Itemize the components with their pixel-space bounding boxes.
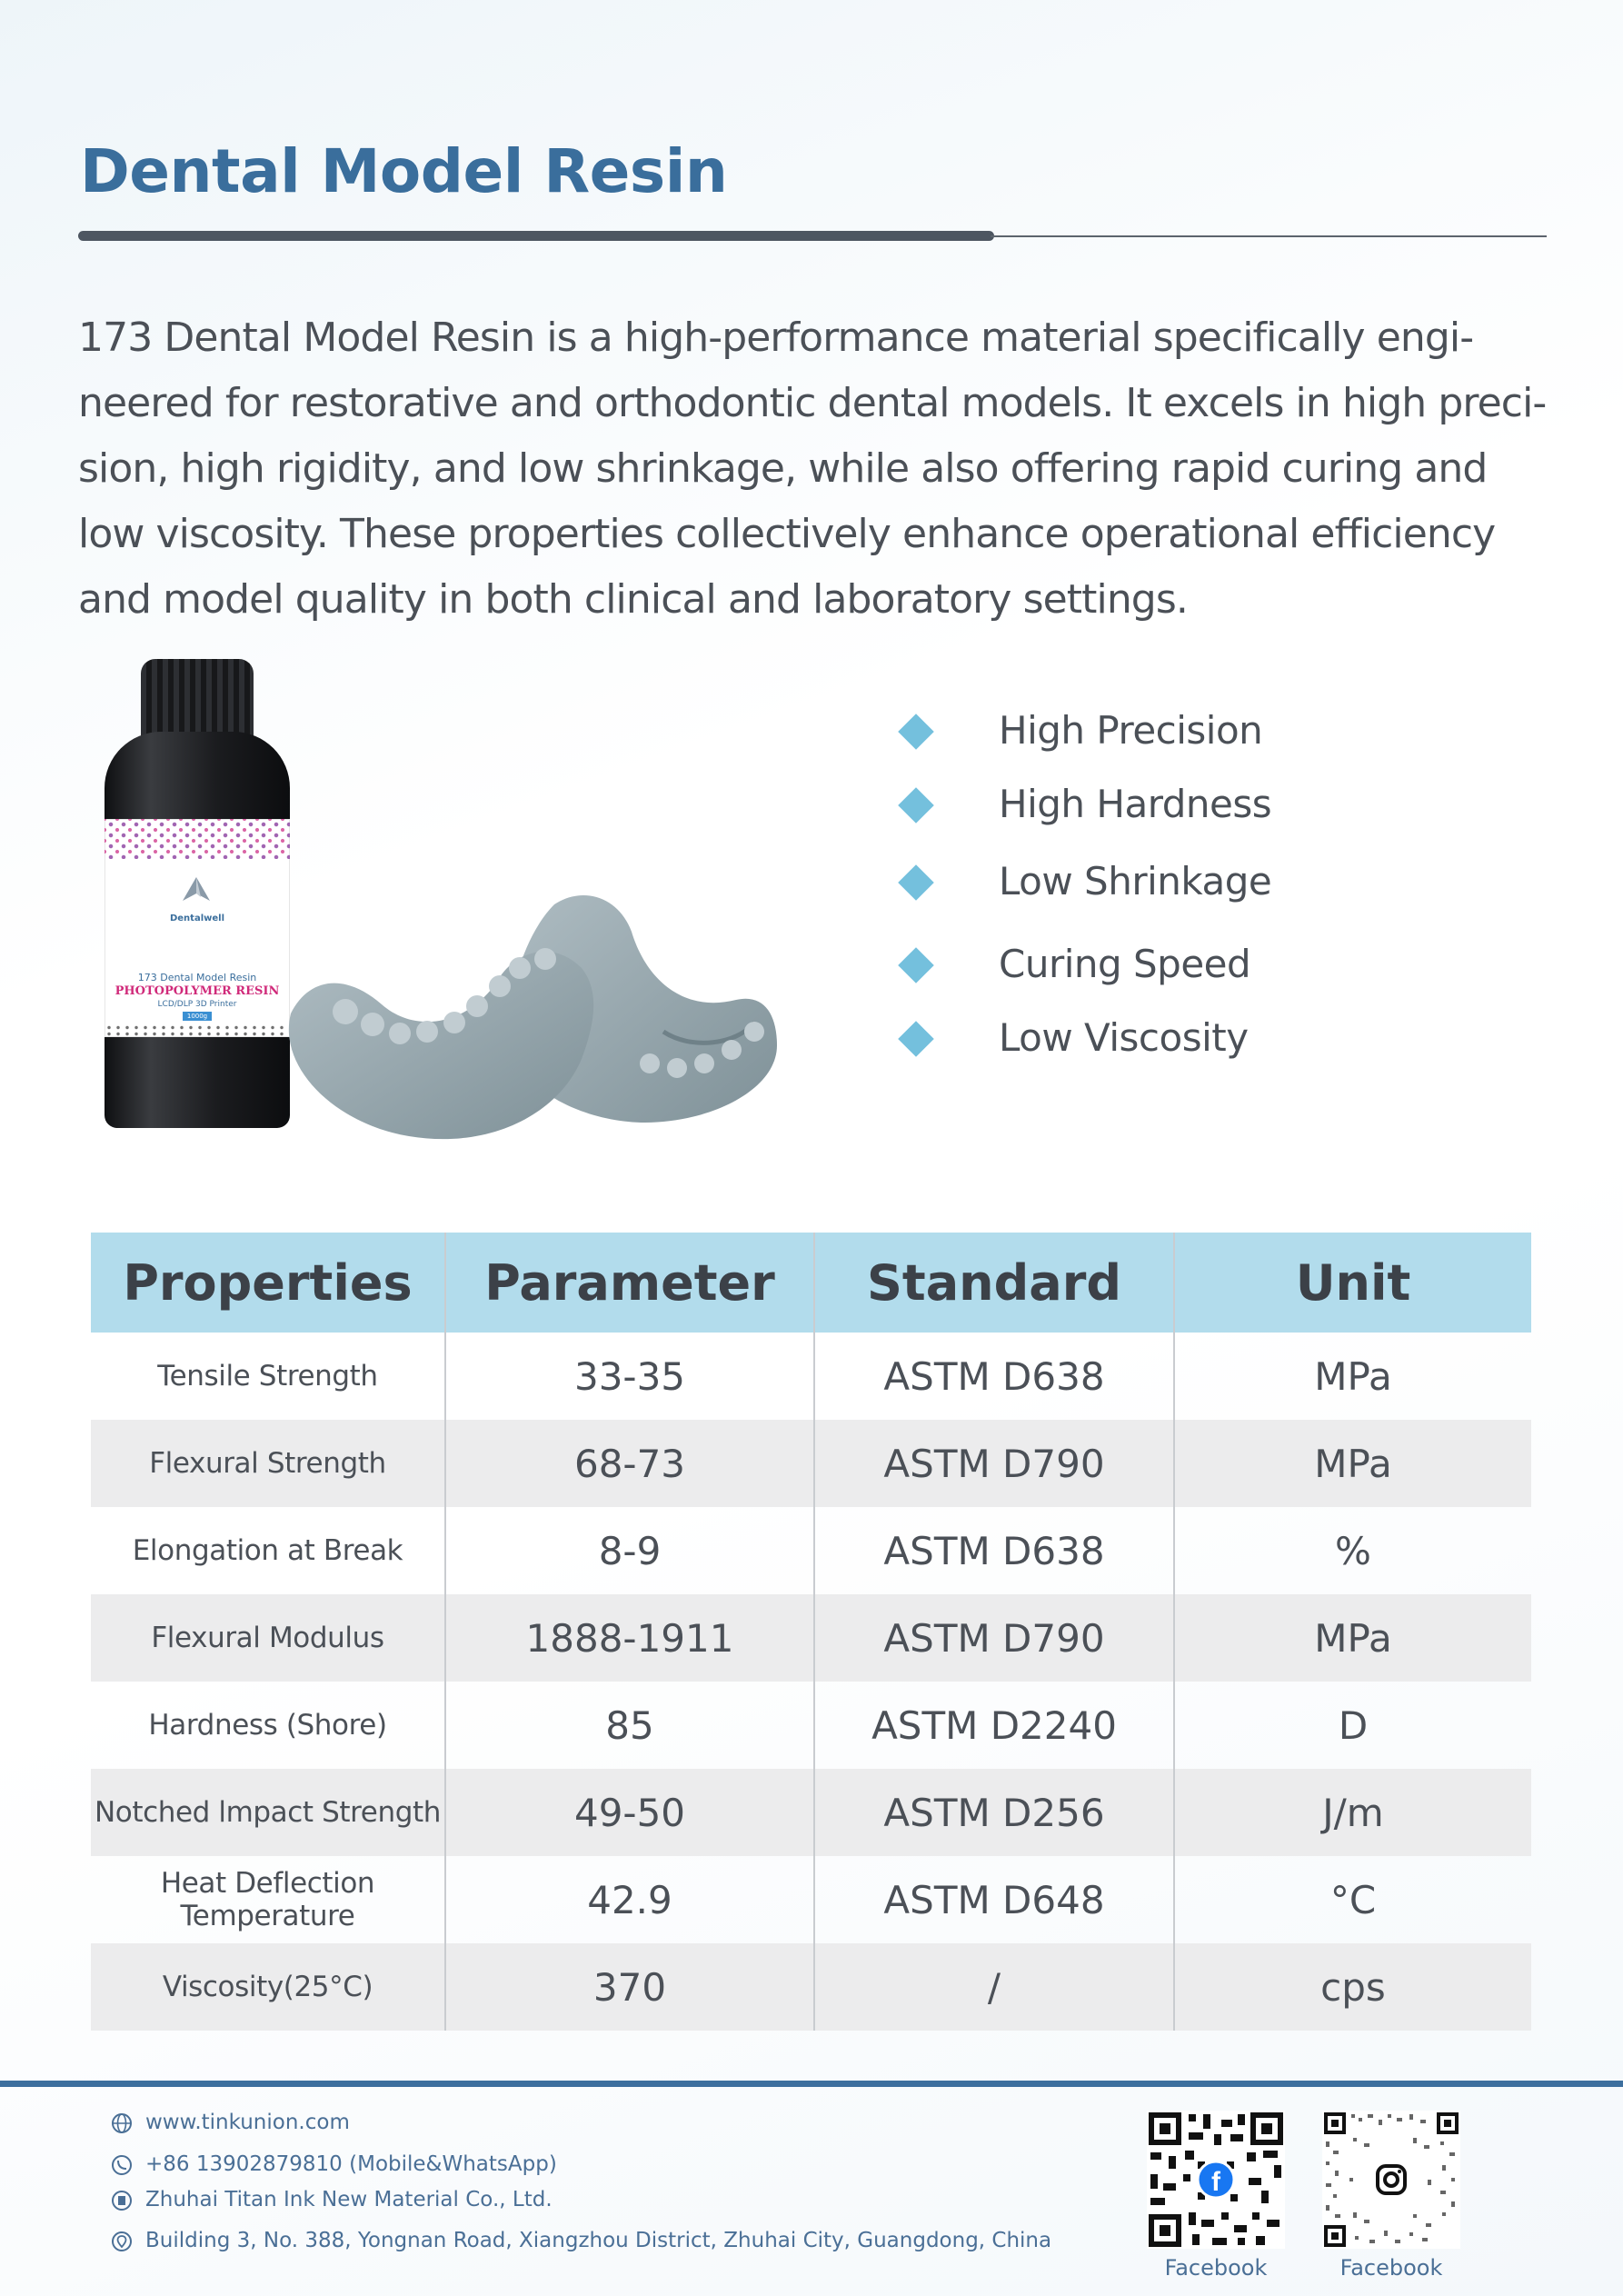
label-pattern	[105, 819, 290, 859]
cell-parameter: 33-35	[445, 1333, 814, 1420]
phone-icon	[111, 2154, 133, 2176]
cell-unit: MPa	[1174, 1594, 1531, 1682]
qr-label: Facebook	[1339, 2255, 1443, 2281]
cell-parameter: 85	[445, 1682, 814, 1769]
label-brand: Dentalwell	[169, 913, 225, 923]
cell-parameter: 1888-1911	[445, 1594, 814, 1682]
cell-property: Heat Deflection Temperature	[160, 1867, 375, 1932]
brand-logo-icon	[179, 873, 214, 908]
label-pattern	[105, 1024, 290, 1037]
facebook-qr-code[interactable]	[1147, 2111, 1285, 2249]
feature-label: High Precision	[999, 708, 1263, 753]
table-row	[91, 1507, 1531, 1594]
cell-parameter: 42.9	[445, 1856, 814, 1943]
cell-property: Notched lmpact Strength	[91, 1769, 445, 1856]
cell-standard: /	[814, 1943, 1174, 2031]
svg-text:f: f	[1211, 2167, 1220, 2197]
feature-label: High Hardness	[999, 782, 1272, 826]
intro-line: low viscosity. These properties collectively enhance operational efficiency	[78, 511, 1496, 557]
cell-standard: ASTM D638	[814, 1507, 1174, 1594]
intro-line: sion, high rigidity, and low shrinkage, while also offering rapid curing and	[78, 445, 1488, 492]
title-underline-extension	[991, 235, 1547, 237]
feature-label: Curing Speed	[999, 942, 1251, 986]
cell-standard: ASTM D648	[814, 1856, 1174, 1943]
diamond-bullet-icon	[898, 787, 934, 824]
cell-unit: MPa	[1174, 1333, 1531, 1420]
intro-paragraph	[78, 305, 1550, 633]
cell-unit: cps	[1174, 1943, 1531, 2031]
intro-line: 173 Dental Model Resin is a high-performance material specifically engi-	[78, 314, 1474, 361]
cell-unit: MPa	[1174, 1420, 1531, 1507]
table-row	[91, 1420, 1531, 1507]
table-row	[91, 1333, 1531, 1420]
table-row	[91, 1943, 1531, 2031]
dental-models-illustration	[282, 877, 809, 1141]
cell-property: Viscosity(25°C)	[91, 1943, 445, 2031]
cell-parameter: 49-50	[445, 1769, 814, 1856]
instagram-qr-code[interactable]	[1322, 2111, 1460, 2249]
header-parameter: Parameter	[445, 1233, 814, 1333]
feature-label: Low Shrinkage	[999, 859, 1272, 903]
globe-icon	[111, 2112, 133, 2134]
intro-line: and model quality in both clinical and laboratory settings.	[78, 576, 1188, 623]
location-pin-icon	[111, 2231, 133, 2252]
cell-standard: ASTM D790	[814, 1594, 1174, 1682]
label-printer-type: LCD/DLP 3D Printer	[157, 1000, 237, 1009]
cell-standard: ASTM D790	[814, 1420, 1174, 1507]
table-row	[91, 1682, 1531, 1769]
intro-line: neered for restorative and orthodontic dental models. It excels in high preci-	[78, 380, 1547, 426]
header-unit: Unit	[1174, 1233, 1531, 1333]
label-volume: 1000g	[183, 1012, 212, 1021]
header-standard: Standard	[814, 1233, 1174, 1333]
phone-text: +86 13902879810 (Mobile&WhatsApp)	[145, 2152, 557, 2176]
table-row	[91, 1769, 1531, 1856]
cell-parameter: 370	[445, 1943, 814, 2031]
table-row	[91, 1594, 1531, 1682]
table-row	[91, 1856, 1531, 1943]
cell-property: Flexural Strength	[91, 1420, 445, 1507]
cell-parameter: 68-73	[445, 1420, 814, 1507]
label-resin-type: PHOTOPOLYMER RESIN	[115, 984, 280, 998]
cell-unit: J/m	[1174, 1769, 1531, 1856]
table-header-row	[91, 1233, 1531, 1333]
website-text: www.tinkunion.com	[145, 2111, 350, 2134]
cell-standard: ASTM D638	[814, 1333, 1174, 1420]
bottle-label	[105, 819, 290, 1037]
cell-unit: D	[1174, 1682, 1531, 1769]
building-icon	[111, 2190, 133, 2211]
address-text: Building 3, No. 388, Yongnan Road, Xiangzhou District, Zhuhai City, Guangdong, China	[145, 2229, 1052, 2252]
qr-label: Facebook	[1164, 2255, 1268, 2281]
cell-property: Flexural Modulus	[91, 1594, 445, 1682]
product-image	[91, 659, 800, 1132]
diamond-bullet-icon	[898, 714, 934, 750]
diamond-bullet-icon	[898, 864, 934, 901]
cell-unit: °C	[1174, 1856, 1531, 1943]
company-text: Zhuhai Titan Ink New Material Co., Ltd.	[145, 2188, 553, 2211]
title-underline	[78, 231, 994, 241]
cell-property: Tensile Strength	[157, 1360, 378, 1393]
properties-table	[91, 1233, 1531, 2031]
cell-property: Elongation at Break	[132, 1534, 403, 1567]
footer-divider	[0, 2081, 1623, 2087]
cell-standard: ASTM D256	[814, 1769, 1174, 1856]
feature-label: Low Viscosity	[999, 1015, 1249, 1060]
cell-unit: %	[1174, 1507, 1531, 1594]
cell-parameter: 8-9	[445, 1507, 814, 1594]
page-title: Dental Model Resin	[80, 136, 728, 206]
diamond-bullet-icon	[898, 947, 934, 983]
header-properties: Properties	[91, 1233, 445, 1333]
label-product-name: 173 Dental Model Resin	[137, 972, 257, 983]
diamond-bullet-icon	[898, 1021, 934, 1057]
cell-standard: ASTM D2240	[814, 1682, 1174, 1769]
cell-property: Hardness (Shore)	[148, 1709, 387, 1742]
